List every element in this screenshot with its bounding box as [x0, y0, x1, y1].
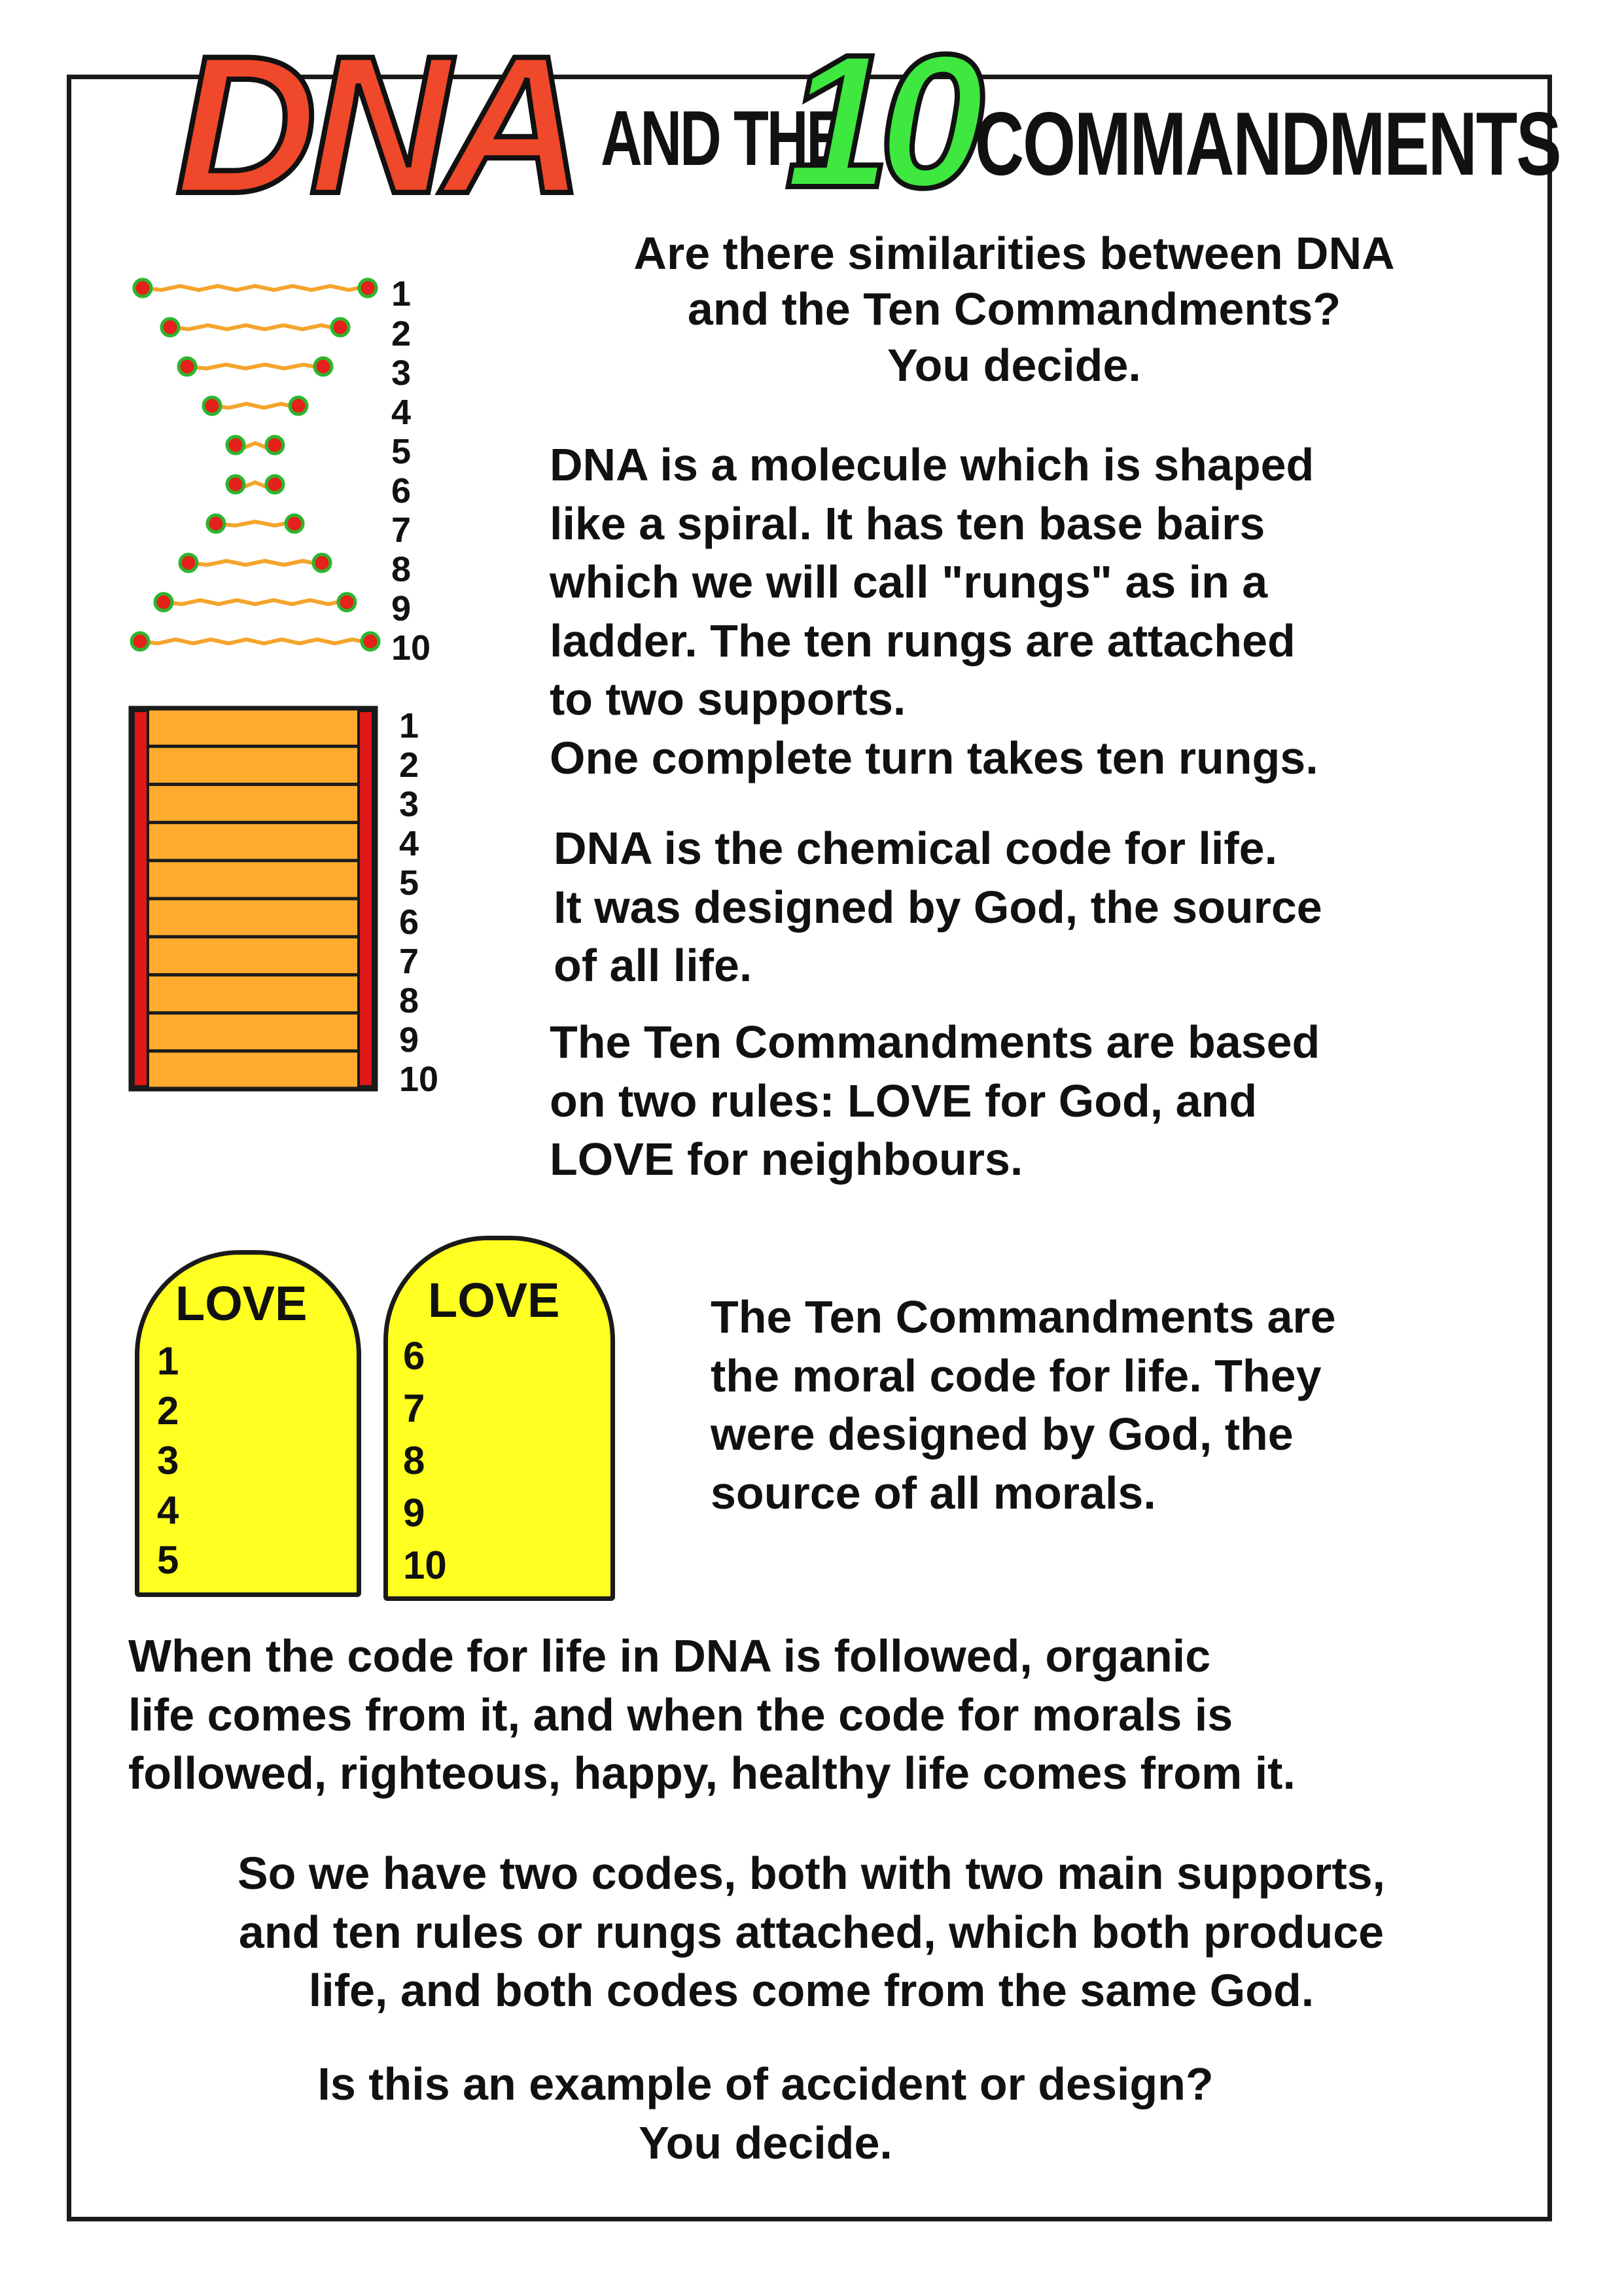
dna-rung [164, 600, 347, 604]
moral-code-paragraph [711, 1288, 1515, 1522]
code-followed-paragraph [128, 1627, 1528, 1803]
molecule-line: to two supports. [550, 673, 906, 725]
dna-number: 4 [391, 393, 412, 432]
ladder-number: 6 [399, 903, 419, 942]
two-codes-line: and ten rules or rungs attached, which both produce [238, 1906, 1385, 1958]
tablet-left-number: 1 [157, 1339, 179, 1383]
two-rules-paragraph [550, 1013, 1518, 1189]
dna-node [362, 633, 379, 650]
two-codes-line: life, and both codes come from the same God. [308, 1965, 1315, 2017]
molecule-line: DNA is a molecule which is shaped [550, 439, 1315, 490]
ladder-number: 7 [399, 942, 419, 981]
ladder-number: 10 [399, 1060, 439, 1099]
ladder-number: 2 [399, 745, 419, 785]
intro-line: Are there similarities between DNA [633, 228, 1395, 279]
chemical-code-paragraph [554, 819, 1515, 996]
dna-rung [216, 522, 294, 526]
tablet-right-number: 7 [403, 1386, 425, 1430]
intro-paragraph [523, 226, 1505, 393]
dna-rung [170, 325, 340, 329]
ladder-number: 9 [399, 1020, 419, 1060]
dna-number: 1 [391, 274, 412, 314]
moral-line: were designed by God, the [711, 1408, 1294, 1460]
dna-node [155, 594, 172, 611]
chemical-line: DNA is the chemical code for life. [554, 823, 1278, 874]
dna-node [290, 397, 307, 414]
dna-node [227, 476, 244, 493]
intro-line: You decide. [887, 339, 1141, 391]
rules-line: on two rules: LOVE for God, and [550, 1075, 1258, 1126]
two-codes-paragraph [111, 1844, 1511, 2020]
dna-node [227, 437, 244, 454]
dna-node [338, 594, 355, 611]
followed-line: life comes from it, and when the code for morals is [128, 1689, 1233, 1740]
dna-number: 10 [391, 628, 431, 668]
title-commandments: COMMANDMENTS [975, 94, 1561, 195]
moral-line: the moral code for life. They [711, 1350, 1322, 1401]
dna-rung [188, 561, 322, 565]
tablet-right-number: 6 [403, 1334, 425, 1378]
molecule-line: which we will call "rungs" as in a [550, 556, 1268, 608]
followed-line: When the code for life in DNA is followed, organic [128, 1630, 1211, 1681]
moral-line: The Ten Commandments are [711, 1291, 1336, 1342]
outro-paragraph [111, 2055, 1420, 2172]
title-ten: 10 [785, 15, 973, 227]
dna-node [286, 515, 303, 532]
two-codes-line: So we have two codes, both with two main supports, [237, 1848, 1386, 1899]
title-dna: DNA [175, 14, 577, 234]
dna-rung [143, 286, 368, 290]
intro-line: and the Ten Commandments? [687, 283, 1341, 335]
rules-line: LOVE for neighbours. [550, 1134, 1023, 1185]
dna-number: 7 [391, 511, 412, 550]
tablet-right-number: 8 [403, 1439, 425, 1482]
ladder-number: 3 [399, 785, 419, 824]
dna-number: 2 [391, 314, 412, 353]
chemical-line: of all life. [554, 940, 752, 992]
dna-node [266, 437, 283, 454]
moral-line: source of all morals. [711, 1467, 1156, 1518]
title-and-the: AND THE [601, 94, 843, 182]
dna-node [180, 554, 197, 571]
dna-number: 9 [391, 589, 412, 628]
tablet-right-number: 9 [403, 1491, 425, 1535]
chemical-line: It was designed by God, the source [554, 881, 1322, 933]
dna-node [359, 279, 376, 296]
molecule-paragraph [550, 436, 1518, 788]
ladder-number: 8 [399, 981, 419, 1020]
molecule-line: ladder. The ten rungs are attached [550, 615, 1296, 666]
followed-line: followed, righteous, happy, healthy life comes from it. [128, 1748, 1296, 1799]
dna-number: 6 [391, 471, 412, 511]
ladder-illustration [128, 706, 378, 1092]
dna-node [179, 358, 196, 375]
ladder-number: 1 [399, 706, 419, 745]
molecule-line: like a spiral. It has ten base bairs [550, 497, 1265, 549]
outro-line: Is this an example of accident or design? [317, 2058, 1214, 2109]
dna-rung [212, 404, 298, 408]
dna-node [203, 397, 221, 414]
tablet-right-heading: LOVE [428, 1273, 560, 1327]
tablet-left-number: 2 [157, 1389, 179, 1433]
dna-node [207, 515, 224, 532]
tablet-right-number: 10 [403, 1543, 447, 1587]
dna-number: 5 [391, 432, 412, 471]
dna-number: 8 [391, 550, 412, 589]
rules-line: The Ten Commandments are based [550, 1016, 1320, 1067]
tablet-left-number: 5 [157, 1538, 179, 1582]
dna-rung [187, 365, 323, 368]
tablet-left-number: 4 [157, 1488, 179, 1532]
dna-node [162, 319, 179, 336]
ladder-number: 5 [399, 863, 419, 903]
dna-node [134, 279, 151, 296]
dna-node [315, 358, 332, 375]
outro-line: You decide. [639, 2117, 892, 2168]
dna-node [266, 476, 283, 493]
tablet-left-number: 3 [157, 1439, 179, 1482]
dna-node [313, 554, 330, 571]
dna-rung [140, 639, 370, 643]
ladder-number: 4 [399, 824, 419, 863]
dna-spiral-illustration [118, 268, 393, 661]
dna-node [332, 319, 349, 336]
dna-number: 3 [391, 353, 412, 393]
dna-node [132, 633, 149, 650]
molecule-line: One complete turn takes ten rungs. [550, 732, 1318, 783]
tablet-left-heading: LOVE [175, 1276, 308, 1331]
